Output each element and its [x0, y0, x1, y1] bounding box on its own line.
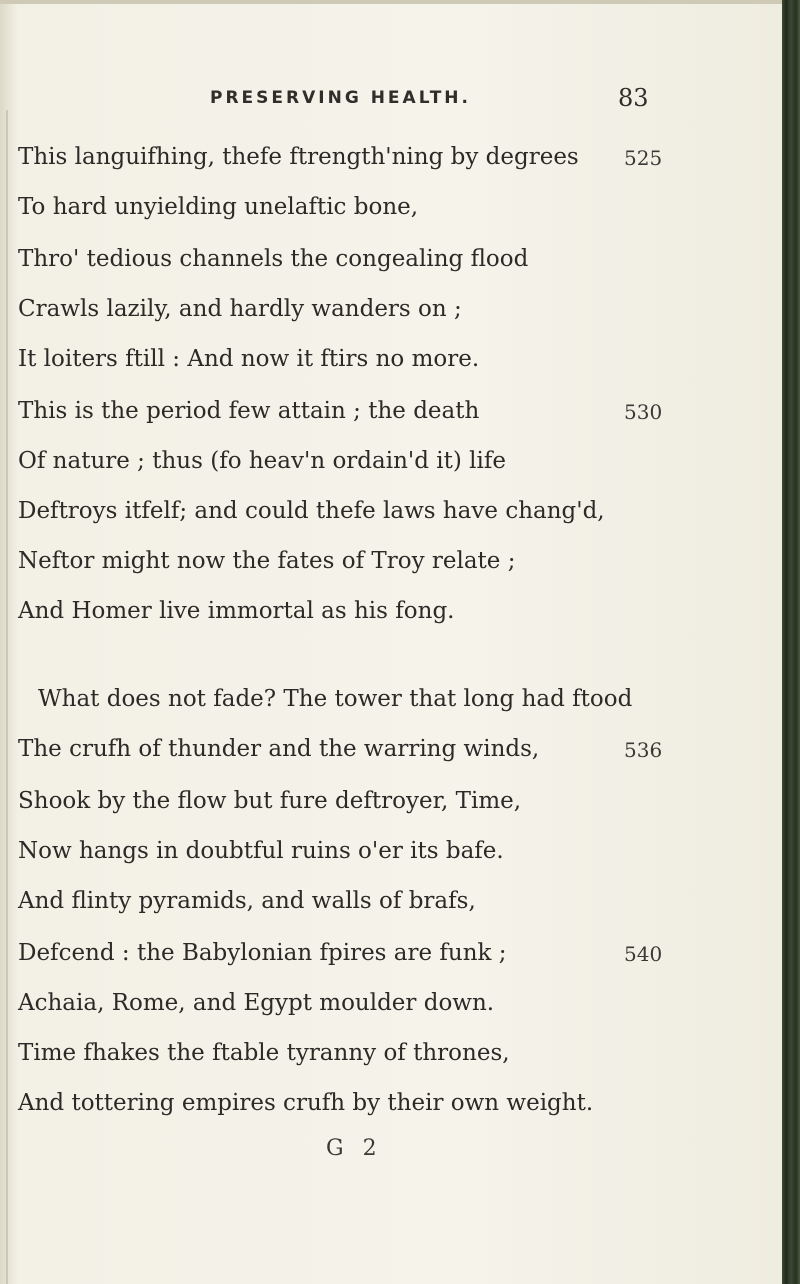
line-number: 530: [624, 400, 663, 424]
verse-text: And tottering empires crufh by their own weight.: [18, 1090, 594, 1116]
verse-text: Of nature ; thus (fo heav'n ordain'd it) life: [18, 448, 506, 474]
verse-text: It loiters ftill : And now it ftirs no more.: [18, 346, 480, 372]
verse-line: [0, 142, 782, 182]
verse-line: [0, 684, 782, 724]
verse-text: This languifhing, thefe ftrength'ning by degrees: [18, 144, 579, 170]
book-edge: [782, 0, 800, 1284]
page-number: 83: [618, 84, 649, 112]
verse-text: The crufh of thunder and the warring winds,: [18, 736, 540, 762]
verse-line: [0, 836, 782, 876]
verse-line: [0, 1088, 782, 1128]
verse-text: Deftroys itfelf; and could thefe laws have chang'd,: [18, 498, 605, 524]
verse-line: [0, 938, 782, 978]
verse-text: Shook by the flow but fure deftroyer, Time,: [18, 788, 522, 814]
verse-line: [0, 734, 782, 774]
verse-line: [0, 396, 782, 436]
verse-line: [0, 596, 782, 636]
line-number: 536: [624, 738, 663, 762]
verse-line: [0, 294, 782, 334]
verse-text: Crawls lazily, and hardly wanders on ;: [18, 296, 462, 322]
verse-line: [0, 886, 782, 926]
verse-line: [0, 344, 782, 384]
page-top-edge: [0, 0, 782, 4]
verse-line: [0, 446, 782, 486]
verse-line: [0, 244, 782, 284]
verse-text: And flinty pyramids, and walls of brafs,: [18, 888, 476, 914]
page-header: [210, 84, 650, 114]
verse-line: [0, 1038, 782, 1078]
verse-line: [0, 988, 782, 1028]
running-head: PRESERVING HEALTH.: [210, 88, 471, 108]
verse-text: What does not fade? The tower that long had ftood: [38, 686, 633, 712]
verse-text: To hard unyielding unelaftic bone,: [18, 194, 419, 220]
verse-line: [0, 546, 782, 586]
verse-text: This is the period few attain ; the death: [18, 398, 480, 424]
verse-line: [0, 786, 782, 826]
verse-text: Now hangs in doubtful ruins o'er its bafe.: [18, 838, 504, 864]
verse-text: Achaia, Rome, and Egypt moulder down.: [18, 990, 495, 1016]
verse-line: [0, 496, 782, 536]
verse-text: Time fhakes the ftable tyranny of thrones,: [18, 1040, 510, 1066]
verse-text: Defcend : the Babylonian fpires are funk ;: [18, 940, 507, 966]
verse-text: Neftor might now the fates of Troy relate ;: [18, 548, 516, 574]
line-number: 540: [624, 942, 663, 966]
line-number: 525: [624, 146, 663, 170]
signature-mark: G 2: [326, 1136, 383, 1161]
verse-text: And Homer live immortal as his fong.: [18, 598, 455, 624]
verse-text: Thro' tedious channels the congealing flood: [18, 246, 529, 272]
verse-line: [0, 192, 782, 232]
